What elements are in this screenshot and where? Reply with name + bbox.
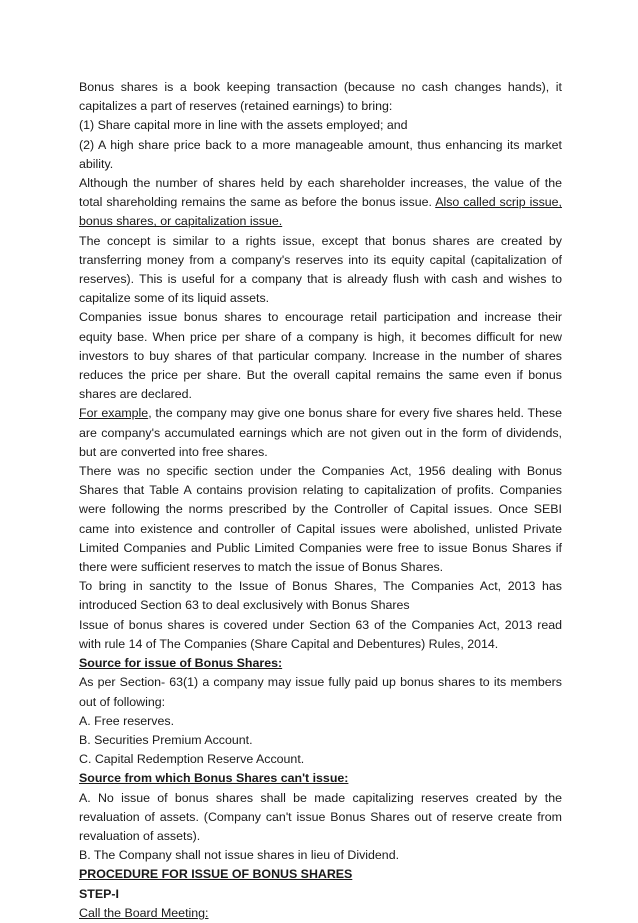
paragraph-example	[79, 404, 562, 462]
paragraph-point-2: (2) A high share price back to a more manageable amount, thus enhancing its market ability.	[79, 137, 562, 171]
also-called-link[interactable]: Also called scrip issue, bonus shares, or capitalization issue.	[79, 195, 562, 229]
paragraph-dividend: B. The Company shall not issue shares in lieu of Dividend.	[79, 848, 400, 863]
paragraph-sanctity: To bring in sanctity to the Issue of Bonus Shares, The Companies Act, 2013 has introduced Section 63 to deal exclusively with Bonus Shares	[79, 579, 562, 613]
paragraph-section-63: Issue of bonus shares is covered under Section 63 of the Companies Act, 2013 read with rule 14 of The Companies (Share Capital and Debentures) Rules, 2014.	[79, 617, 562, 651]
list-item-capital-redemption: C. Capital Redemption Reserve Account.	[79, 752, 305, 767]
list-item-free-reserves: A. Free reserves.	[79, 713, 175, 728]
paragraph-shareholding-text: Although the number of shares held by each shareholder increases, the value of the total shareholding remains the same as before the bonus issue.	[79, 176, 562, 210]
document-page	[79, 78, 562, 923]
heading-source-cant-issue: Source from which Bonus Shares can't issue:	[79, 771, 349, 786]
heading-procedure: PROCEDURE FOR ISSUE OF BONUS SHARES	[79, 867, 353, 882]
list-item-securities-premium: B. Securities Premium Account.	[79, 732, 253, 747]
paragraph-section-63-1: As per Section- 63(1) a company may issue fully paid up bonus shares to its members out of following:	[79, 675, 562, 709]
heading-board-meeting: Call the Board Meeting:	[79, 905, 209, 920]
paragraph-example-text: , the company may give one bonus share for every five shares held. These are company's accumulated earnings which are not given out in the form of dividends, but are converted into free shares.	[79, 406, 562, 459]
paragraph-shareholding	[79, 174, 562, 232]
heading-source-issue: Source for issue of Bonus Shares:	[79, 656, 283, 671]
paragraph-point-1: (1) Share capital more in line with the assets employed; and	[79, 118, 408, 133]
paragraph-revaluation: A. No issue of bonus shares shall be made capitalizing reserves created by the revaluation of assets. (Company can't issue Bonus Shares out of reserve create from revaluation of assets).	[79, 790, 562, 843]
heading-step-1: STEP-I	[79, 886, 119, 901]
for-example-link[interactable]: For example	[79, 406, 149, 421]
paragraph-concept: The concept is similar to a rights issue, except that bonus shares are created by transferring money from a company's reserves into its equity capital (capitalization of reserves). This is useful for a company that is already flush with cash and wishes to capitalize some of its liquid assets.	[79, 233, 562, 306]
paragraph-intro: Bonus shares is a book keeping transaction (because no cash changes hands), it capitalizes a part of reserves (retained earnings) to bring:	[79, 80, 562, 114]
paragraph-retail: Companies issue bonus shares to encourage retail participation and increase their equity base. When price per share of a company is high, it becomes difficult for new investors to buy shares of that particular company. Increase in the number of shares reduces the price per share. But the overall capital remains the same even if bonus shares are declared.	[79, 310, 562, 402]
paragraph-history: There was no specific section under the Companies Act, 1956 dealing with Bonus Shares that Table A contains provision relating to capitalization of profits. Companies were following the norms prescribed by the Controller of Capital issues. Once SEBI came into existence and controller of Capital issues were abolished, unlisted Private Limited Companies and Public Limited Companies were free to issue Bonus Shares if there were sufficient reserves to match the issue of Bonus Shares.	[79, 464, 562, 575]
